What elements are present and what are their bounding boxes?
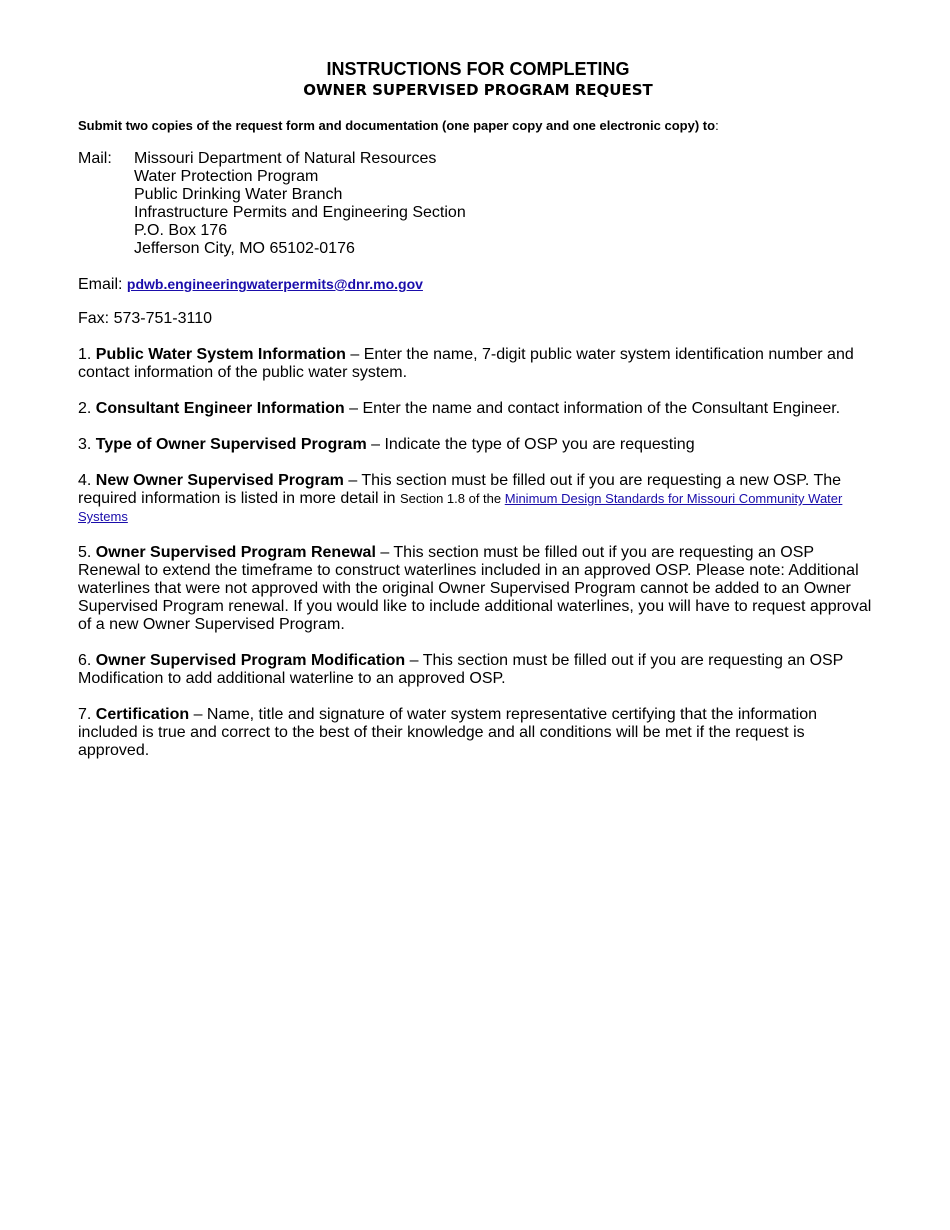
email-label: Email: bbox=[78, 276, 127, 293]
submit-instructions-bold: Submit two copies of the request form and documentation (one paper copy and one electronic copy) to bbox=[78, 118, 716, 133]
item-text-small: Section 1.8 of the bbox=[399, 491, 505, 506]
item-heading: Certification bbox=[95, 706, 190, 723]
item-heading: Owner Supervised Program Modification bbox=[95, 652, 406, 669]
fax-line: Fax: 573-751-3110 bbox=[78, 310, 213, 327]
item-text: – Enter the name and contact information of the Consultant Engineer. bbox=[344, 400, 841, 417]
item-number: 4. bbox=[78, 472, 96, 489]
instruction-item-3 bbox=[78, 436, 878, 454]
item-heading: New Owner Supervised Program bbox=[95, 472, 344, 489]
item-number: 7. bbox=[78, 706, 96, 723]
item-heading: Owner Supervised Program Renewal bbox=[95, 544, 376, 561]
item-number: 5. bbox=[78, 544, 96, 561]
mail-address-line: Jefferson City, MO 65102-0176 bbox=[134, 240, 355, 257]
item-number: 6. bbox=[78, 652, 96, 669]
item-text: – Name, title and signature of water system representative certifying that the information included is true and correct to the best of their knowledge and all conditions will be met if the request is approved. bbox=[78, 706, 817, 759]
mail-address-block bbox=[78, 150, 878, 258]
item-heading: Public Water System Information bbox=[95, 346, 346, 363]
mail-address-lines bbox=[134, 150, 466, 258]
mail-address-line: Water Protection Program bbox=[134, 168, 319, 185]
email-line bbox=[78, 276, 878, 294]
page-title: INSTRUCTIONS FOR COMPLETING bbox=[326, 59, 630, 79]
item-text: – Indicate the type of OSP you are requesting bbox=[366, 436, 695, 453]
item-number: 2. bbox=[78, 400, 96, 417]
mail-label: Mail: bbox=[78, 150, 112, 167]
instruction-item-2 bbox=[78, 400, 878, 418]
mail-address-line: Public Drinking Water Branch bbox=[134, 186, 343, 203]
mail-address-line: P.O. Box 176 bbox=[134, 222, 228, 239]
mail-address-line: Infrastructure Permits and Engineering Section bbox=[134, 204, 466, 221]
instruction-item-6 bbox=[78, 652, 878, 688]
instruction-item-7 bbox=[78, 706, 878, 760]
page-subtitle: OWNER SUPERVISED PROGRAM REQUEST bbox=[303, 81, 653, 99]
design-standards-link[interactable]: Minimum Design Standards for Missouri Community Water Systems bbox=[78, 491, 843, 524]
document-page bbox=[78, 58, 878, 778]
item-text: – This section must be filled out if you are requesting an OSP Renewal to extend the timeframe to construct waterlines included in an approved OSP. Please note: Additional waterlines that were not approved with the original Owner Supervised Program cannot be added to an Owner Supervised Program renewal. If you would like to include additional waterlines, you will have to request approval of a new Owner Supervised Program. bbox=[78, 544, 872, 633]
submit-instructions bbox=[78, 118, 878, 133]
submit-instructions-tail: : bbox=[715, 118, 719, 133]
item-heading: Type of Owner Supervised Program bbox=[95, 436, 367, 453]
instruction-item-1 bbox=[78, 346, 878, 382]
item-number: 1. bbox=[78, 346, 96, 363]
email-link[interactable]: pdwb.engineeringwaterpermits@dnr.mo.gov bbox=[126, 276, 423, 292]
mail-address-line: Missouri Department of Natural Resources bbox=[134, 150, 437, 167]
item-text: – This section must be filled out if you are requesting a new OSP. The required information is listed in more detail in bbox=[78, 472, 842, 507]
item-heading: Consultant Engineer Information bbox=[95, 400, 345, 417]
instruction-item-5 bbox=[78, 544, 878, 634]
item-text: – This section must be filled out if you are requesting an OSP Modification to add additional waterline to an approved OSP. bbox=[78, 652, 844, 687]
instruction-item-4 bbox=[78, 472, 878, 526]
item-number: 3. bbox=[78, 436, 96, 453]
item-text: – Enter the name, 7-digit public water system identification number and contact information of the public water system. bbox=[78, 346, 854, 381]
